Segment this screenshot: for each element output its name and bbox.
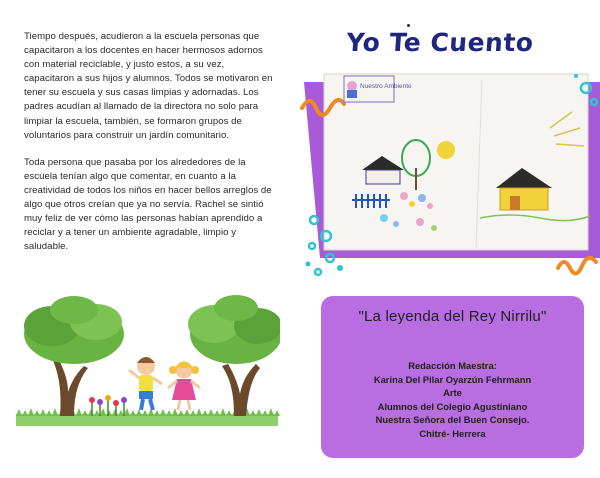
trees-kids-svg (12, 288, 280, 438)
credit-line: Redacción Maestra: (408, 360, 497, 371)
credit-line: Karina Del Pilar Oyarzún Fehrmann (373, 373, 532, 385)
story-text (24, 30, 276, 254)
tree-right (188, 295, 280, 416)
boy-figure (129, 357, 162, 410)
story-paragraph: Tiempo después, acudieron a la escuela personas que capacitaron a los docentes en hacer hermosos adornos con material reciclable, y justo estos, a su vez, capacitaron a sus hijos y alumnos. Todos se motivaron en tener su escuela y sus casas limpias y adornadas. Los padres acudían al llamado de la directora no solo para limpiar la escuela, también, se formaron grupos de voluntarios para construir un jardín comunitario. (24, 31, 273, 141)
story-paragraph: Toda persona que pasaba por los alrededores de la escuela tenían algo que comentar, en cuanto a la creatividad de todos los niños en hacer bellos arreglos de algo que otros creían que ya no servía. Rachel se sintió muy feliz de ver cómo las personas habían aprendido a reciclar y a tener un ambiente agradable, limpio y saludable. (24, 156, 272, 253)
paper (324, 74, 588, 250)
book-info-card (321, 296, 584, 458)
girl-figure (168, 362, 200, 411)
credit-line: Nuestra Señora del Buen Consejo. (375, 414, 530, 426)
title-dot (407, 24, 410, 27)
squiggle-orange-bottom (558, 258, 596, 274)
drawing-svg (300, 68, 600, 288)
drawn-sun-left (437, 141, 455, 159)
credit-line: Alumnos del Colegio Agustiniano (377, 400, 528, 412)
credit-line: Arte (443, 387, 462, 399)
brand-title: Yo Te Cuento (345, 28, 535, 57)
book-title: "La leyenda del Rey Nirrilu" (358, 308, 547, 325)
drawing-caption: Nuestro Ambiente (360, 83, 412, 90)
trees-kids-illustration (12, 288, 280, 438)
credits (321, 359, 584, 441)
childrens-drawing (300, 68, 600, 288)
credit-line: Chitré- Herrera (419, 427, 486, 439)
